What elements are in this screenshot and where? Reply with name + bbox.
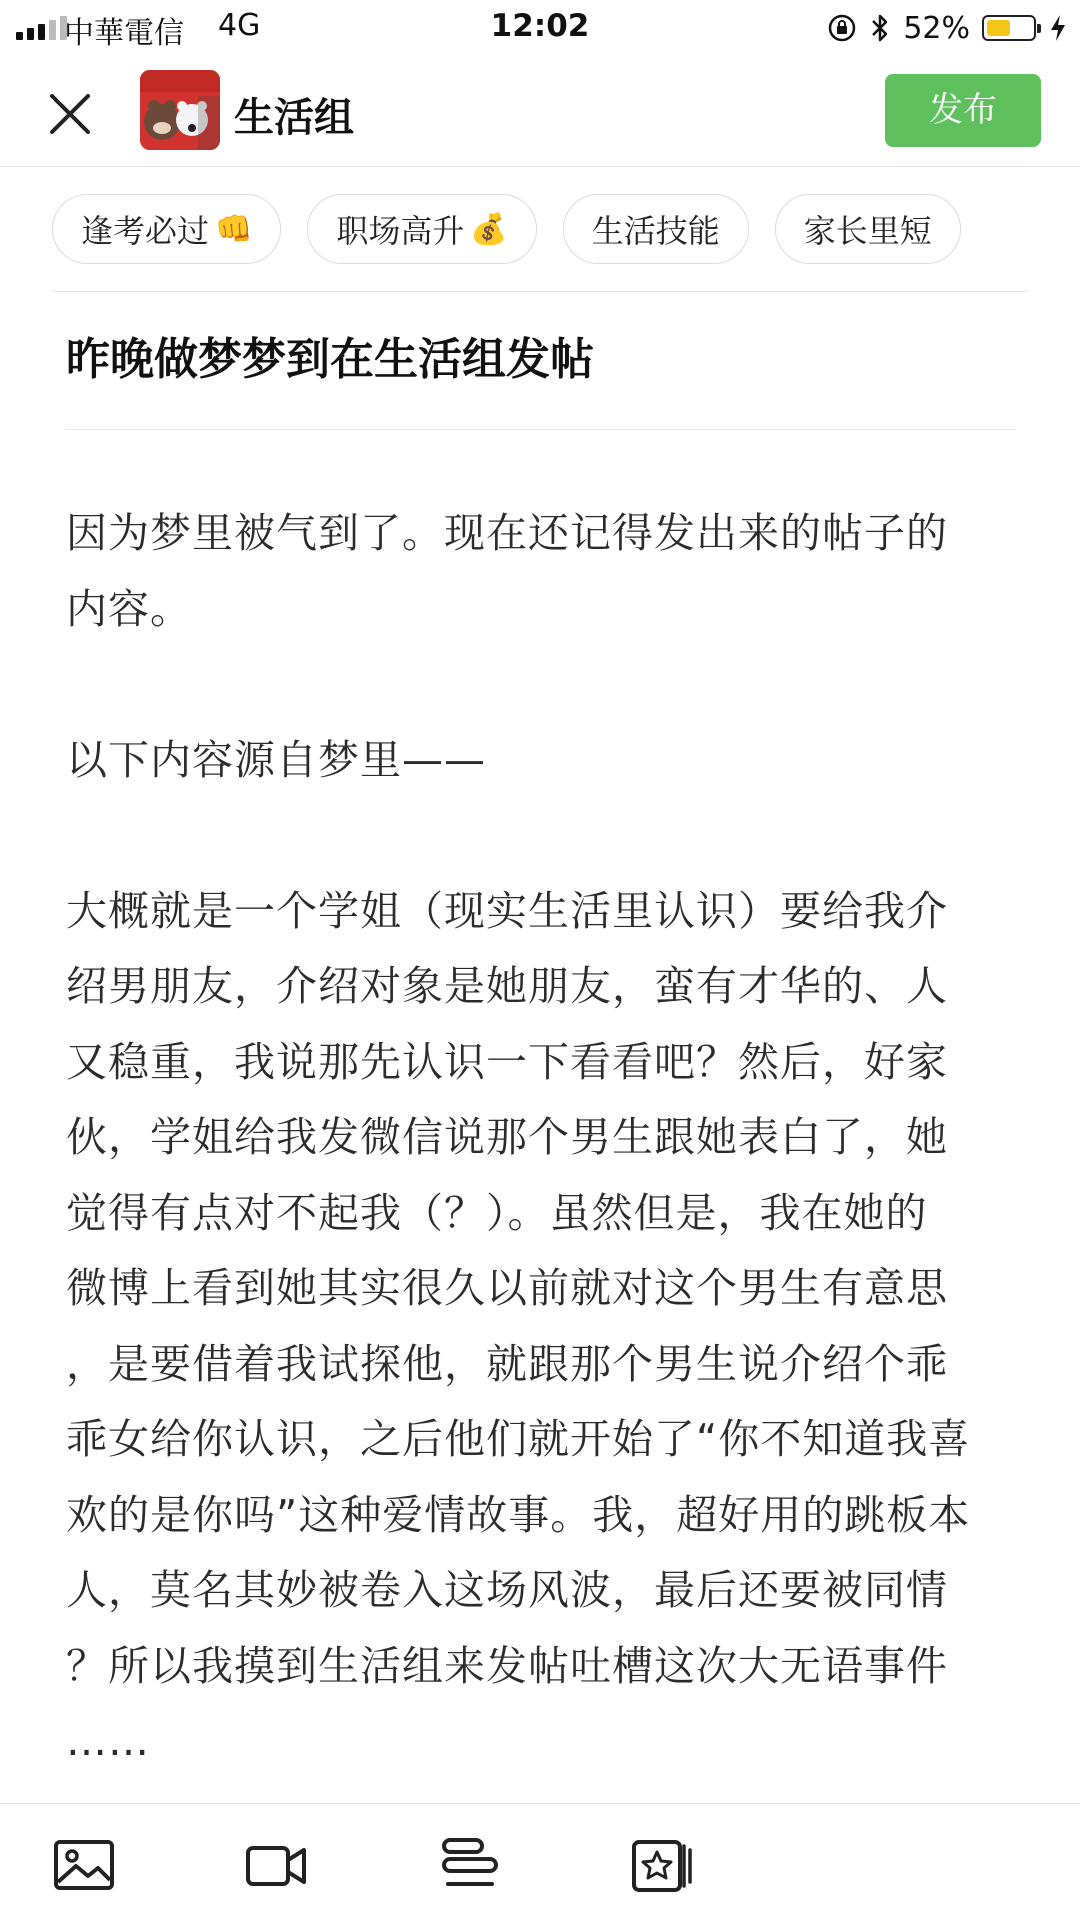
close-icon bbox=[40, 84, 100, 144]
status-bar bbox=[0, 0, 1080, 56]
star-card-icon bbox=[630, 1836, 694, 1894]
post-title-input[interactable]: 昨晚做梦梦到在生活组发帖 bbox=[66, 334, 594, 385]
close-button[interactable] bbox=[40, 84, 100, 144]
add-card-button[interactable] bbox=[630, 1836, 694, 1894]
charging-icon bbox=[1048, 13, 1068, 43]
battery-icon bbox=[982, 15, 1036, 41]
group-name[interactable]: 生活组 bbox=[234, 95, 354, 141]
tag-label: 生活技能 bbox=[591, 212, 720, 250]
fist-icon: 👊 bbox=[215, 211, 253, 247]
tag-label: 职场高升 bbox=[336, 212, 465, 250]
format-list-button[interactable] bbox=[438, 1836, 502, 1894]
carrier-name: 中華電信 bbox=[64, 16, 184, 51]
battery-level-fill bbox=[987, 20, 1010, 36]
compose-header bbox=[0, 56, 1080, 167]
money-bag-icon: 💰 bbox=[470, 211, 508, 247]
divider bbox=[52, 291, 1028, 292]
status-time: 12:02 bbox=[490, 8, 590, 44]
tag-life-skills[interactable] bbox=[563, 194, 749, 264]
tag-career[interactable] bbox=[307, 194, 536, 264]
rotation-lock-icon bbox=[827, 13, 857, 43]
list-icon bbox=[438, 1836, 502, 1894]
bluetooth-icon bbox=[869, 12, 891, 44]
tag-family-gossip[interactable] bbox=[775, 194, 961, 264]
tag-exam[interactable] bbox=[52, 194, 281, 264]
topic-tags bbox=[52, 194, 961, 264]
compose-toolbar bbox=[0, 1803, 1080, 1921]
group-avatar bbox=[140, 70, 220, 150]
tag-label: 家长里短 bbox=[803, 212, 932, 250]
post-body-input[interactable]: 因为梦里被气到了。现在还记得发出来的帖子的 内容。 以下内容源自梦里—— 大概就是一个学姐（现实生活里认识）要给我介 绍男朋友，介绍对象是她朋友，蛮有才华的、人 又稳重，我说那先认识一下看看吧？然后，好家 伙，学姐给我发微信说那个男生跟她表白了，她 觉得有点对不起我（？）。虽然但是，我在她的 微博上看到她其实很久以前就对这个男生有意思 ，是要借着我试探他，就跟那个男生说介绍个乖 乖女给你认识，之后他们就开始了“你不知道我喜 欢的是你吗”这种爱情故事。我，超好用的跳板本 人，莫名其妙被卷入这场风波，最后还要被同情 ？所以我摸到生活组来发帖吐槽这次大无语事件 …… bbox=[66, 509, 971, 1765]
image-icon bbox=[52, 1836, 116, 1894]
divider bbox=[66, 429, 1016, 430]
status-right-group bbox=[827, 6, 1068, 50]
bears-illustration bbox=[140, 70, 220, 150]
battery-percent: 52% bbox=[903, 10, 970, 46]
tag-label: 逢考必过 bbox=[81, 212, 210, 250]
video-icon bbox=[244, 1836, 308, 1894]
add-image-button[interactable] bbox=[52, 1836, 116, 1894]
add-video-button[interactable] bbox=[244, 1836, 308, 1894]
network-type: 4G bbox=[218, 8, 261, 43]
publish-button[interactable]: 发布 bbox=[885, 74, 1041, 147]
